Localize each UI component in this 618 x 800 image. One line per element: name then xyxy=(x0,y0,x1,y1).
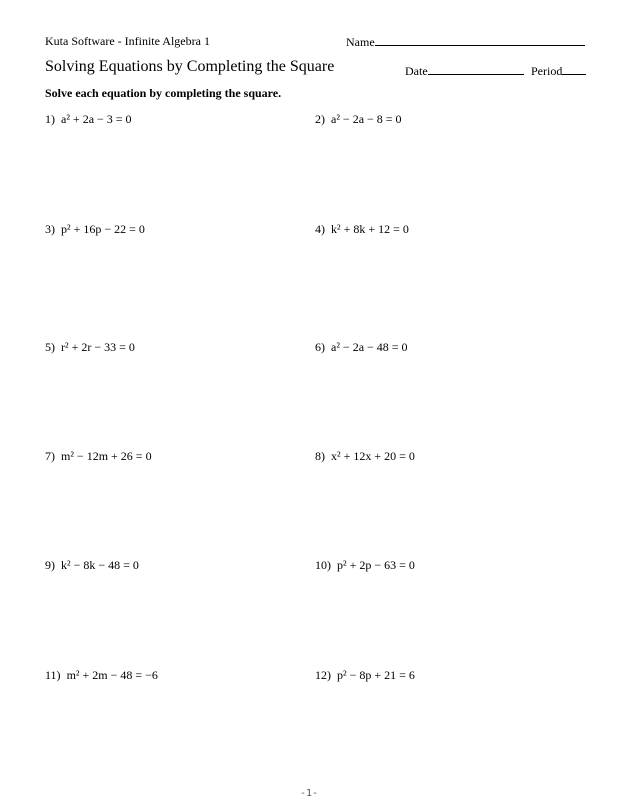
problem-equation: x² + 12x + 20 = 0 xyxy=(331,449,415,463)
problem-number: 8) xyxy=(315,449,325,463)
problem-item xyxy=(45,449,152,464)
period-field[interactable] xyxy=(531,63,586,79)
problem-equation: p² + 2p − 63 = 0 xyxy=(337,558,415,572)
page-number: -1- xyxy=(299,788,319,799)
date-label: Date xyxy=(405,64,428,78)
problem-item xyxy=(45,340,135,355)
problem-number: 11) xyxy=(45,668,61,682)
date-blank-line xyxy=(428,63,524,75)
problem-item xyxy=(315,558,415,573)
name-label: Name xyxy=(346,35,375,49)
problem-equation: p² + 16p − 22 = 0 xyxy=(61,222,145,236)
problem-item xyxy=(315,222,409,237)
problem-number: 9) xyxy=(45,558,55,572)
instructions: Solve each equation by completing the square. xyxy=(45,86,282,100)
problem-equation: k² − 8k − 48 = 0 xyxy=(61,558,139,572)
date-field[interactable] xyxy=(405,63,524,79)
period-label: Period xyxy=(531,64,563,78)
problem-item xyxy=(45,112,132,127)
problem-number: 12) xyxy=(315,668,331,682)
period-blank-line xyxy=(562,63,586,75)
problem-item xyxy=(45,558,139,573)
problem-item xyxy=(45,222,145,237)
problem-item xyxy=(315,668,415,683)
software-label: Kuta Software - Infinite Algebra 1 xyxy=(45,34,210,48)
problem-item xyxy=(315,112,402,127)
worksheet-title: Solving Equations by Completing the Square xyxy=(45,58,335,75)
problem-number: 4) xyxy=(315,222,325,236)
problem-item xyxy=(315,449,415,464)
problem-item xyxy=(315,340,408,355)
problem-equation: a² − 2a − 48 = 0 xyxy=(331,340,408,354)
problem-item xyxy=(45,668,158,683)
problem-number: 10) xyxy=(315,558,331,572)
problem-equation: p² − 8p + 21 = 6 xyxy=(337,668,415,682)
problem-number: 3) xyxy=(45,222,55,236)
problem-number: 7) xyxy=(45,449,55,463)
problem-equation: k² + 8k + 12 = 0 xyxy=(331,222,409,236)
name-field[interactable] xyxy=(346,34,585,50)
problem-number: 6) xyxy=(315,340,325,354)
problem-number: 5) xyxy=(45,340,55,354)
problem-equation: r² + 2r − 33 = 0 xyxy=(61,340,135,354)
problem-number: 2) xyxy=(315,112,325,126)
problem-equation: m² − 12m + 26 = 0 xyxy=(61,449,152,463)
problem-equation: m² + 2m − 48 = −6 xyxy=(66,668,158,682)
problem-number: 1) xyxy=(45,112,55,126)
name-blank-line xyxy=(375,34,585,46)
problem-equation: a² − 2a − 8 = 0 xyxy=(331,112,402,126)
problem-equation: a² + 2a − 3 = 0 xyxy=(61,112,132,126)
